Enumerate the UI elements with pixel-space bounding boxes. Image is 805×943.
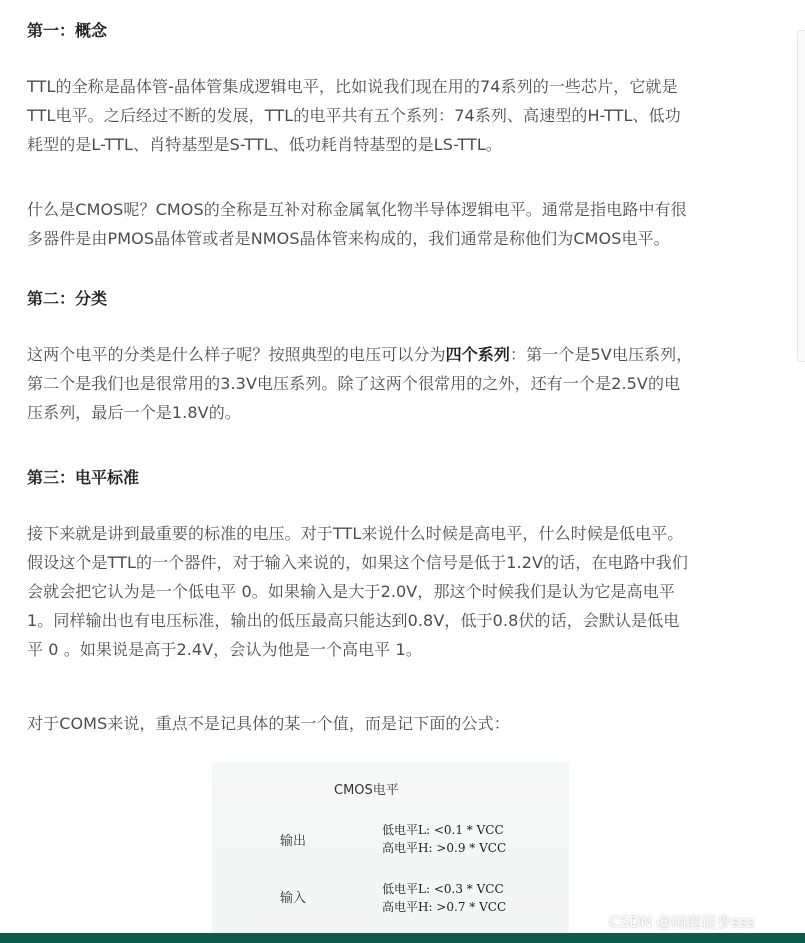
footer-bar [0, 933, 805, 943]
figure-output-low: 低电平L: <0.1 * VCC [382, 823, 504, 837]
text-line: 假设这个是TTL的一个器件，对于输入来说的，如果这个信号是低于1.2V的话，在电路中我们 [27, 553, 688, 572]
text-line: 接下来就是讲到最重要的标准的电压。对于TTL来说什么时候是高电平，什么时候是低电平。 [27, 524, 684, 543]
paragraph-cmos-definition [27, 195, 762, 253]
text-line: 会就会把它认为是一个低电平 0。如果输入是大于2.0V，那这个时候我们是认为它是高电平 [27, 582, 675, 601]
text-line: 对于COMS来说，重点不是记具体的某一个值，而是记下面的公式： [27, 714, 510, 733]
text-line: TTL的全称是晶体管-晶体管集成逻辑电平，比如说我们现在用的74系列的一些芯片，它就是 [27, 77, 678, 96]
figure-title: CMOS电平 [334, 783, 399, 798]
section-heading-level-standard: 第三：电平标准 [27, 468, 140, 487]
text-segment: ：第一个是5V电压系列， [510, 345, 693, 364]
figure-input-label: 输入 [280, 891, 307, 906]
text-line: 多器件是由PMOS晶体管或者是NMOS晶体管来构成的，我们通常是称他们为CMOS电平。 [27, 229, 670, 248]
paragraph-ttl-definition [27, 72, 762, 159]
text-segment: 这两个电平的分类是什么样子呢？按照典型的电压可以分为 [27, 345, 446, 364]
text-line: 平 0 。如果说是高于2.4V，会认为他是一个高电平 1。 [27, 640, 422, 659]
paragraph-classification [27, 340, 762, 427]
text-line: 耗型的是L-TTL、肖特基型是S-TTL、低功耗肖特基型的是LS-TTL。 [27, 135, 503, 154]
csdn-watermark: CSDN @闲庭信步sss [609, 913, 755, 931]
cmos-level-figure [212, 762, 569, 943]
bold-text: 四个系列 [445, 345, 511, 364]
text-line: 什么是CMOS呢？CMOS的全称是互补对称金属氧化物半导体逻辑电平。通常是指电路中有很 [27, 200, 687, 219]
section-heading-concept: 第一：概念 [27, 21, 108, 40]
side-scroll-edge[interactable] [797, 30, 805, 362]
text-line: TTL电平。之后经过不断的发展，TTL的电平共有五个系列：74系列、高速型的H-TTL、低功 [27, 106, 681, 125]
paragraph-ttl-thresholds [27, 519, 762, 664]
figure-input-low: 低电平L: <0.3 * VCC [382, 882, 504, 896]
text-line: 压系列，最后一个是1.8V的。 [27, 403, 241, 422]
text-line [27, 340, 762, 369]
figure-output-label: 输出 [280, 834, 307, 849]
section-heading-classification: 第二：分类 [27, 289, 108, 308]
figure-input-high: 高电平H: >0.7 * VCC [382, 900, 507, 914]
paragraph-coms-intro [27, 709, 762, 738]
text-line: 1。同样输出也有电压标准，输出的低压最高只能达到0.8V，低于0.8伏的话，会默认是低电 [27, 611, 680, 630]
text-line: 第二个是我们也是很常用的3.3V电压系列。除了这两个很常用的之外，还有一个是2.5V的电 [27, 374, 681, 393]
figure-output-high: 高电平H: >0.9 * VCC [382, 841, 507, 855]
